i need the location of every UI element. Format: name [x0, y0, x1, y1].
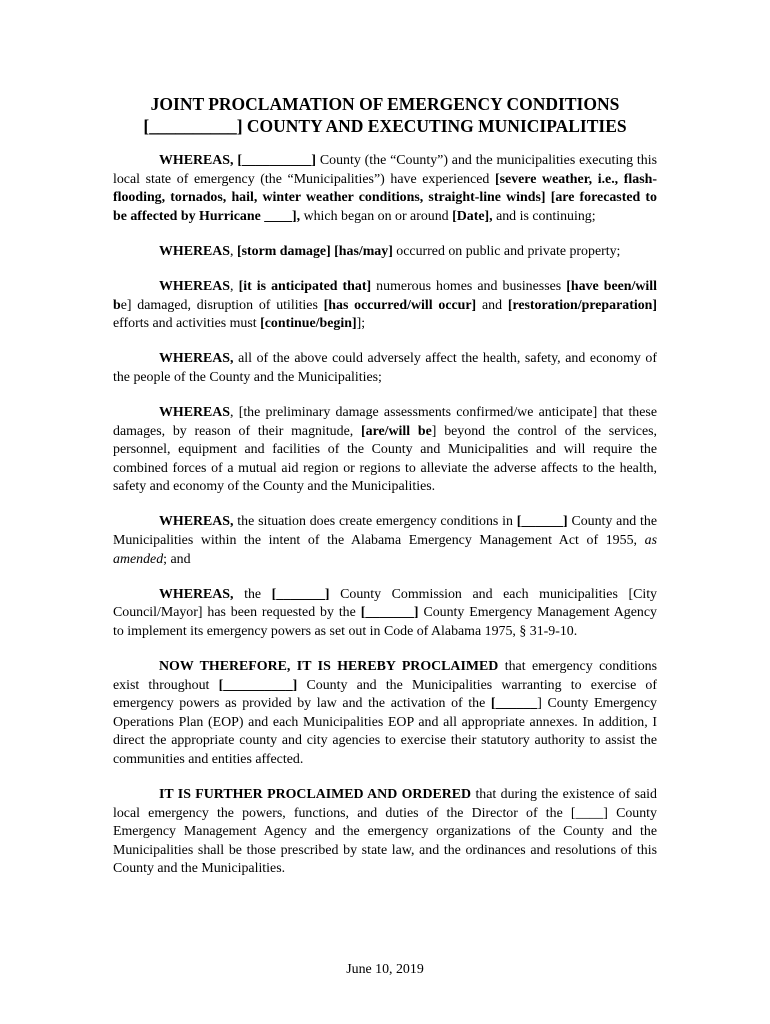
text-run: [Date],: [452, 208, 493, 224]
text-run: ] County Emergency Operations Plan (EOP) and each Municipalities EOP and all appropriate annexes. In addition, I direct the appropriate county and city agencies to exercise their statutory authority to assist the communities and entities affected.: [113, 696, 657, 767]
paragraph-whereas-weather: [113, 152, 657, 226]
text-run: which began on or around: [300, 208, 453, 224]
text-run: County (the “County”) and the municipalities executing this local state of emergency (the “Municipalities”) have experienced: [113, 153, 657, 187]
text-run: [continue/begin]: [260, 316, 357, 332]
text-run: WHEREAS,: [159, 586, 234, 602]
text-run: , [the preliminary damage assessments confirmed/we anticipate] that these damages, by reason of their magnitude,: [113, 404, 657, 439]
text-run: [are/will be: [361, 423, 432, 439]
paragraph-now-therefore: [113, 658, 657, 770]
text-run: ,: [230, 278, 239, 294]
text-run: WHEREAS: [159, 404, 231, 420]
text-run: County and the Municipalities warranting to exercise of emergency powers as provided by law and the activation of the: [113, 677, 657, 712]
text-run: [restoration/preparation]: [507, 297, 657, 313]
title-line-2: [__________] COUNTY AND EXECUTING MUNICIPALITIES: [143, 116, 627, 136]
text-run: [have been/will b: [113, 278, 657, 313]
text-run: e] damaged, disruption of utilities: [120, 297, 324, 313]
paragraph-whereas-conditions: [113, 513, 657, 569]
text-run: that during the existence of said local emergency the powers, functions, and duties of the Director of the [____] County Emergency Management Agency and the emergency organizations of the County and the Municipalities shall be those prescribed by state law, and the ordinances and resolutions of this County and the Municipalities.: [113, 787, 657, 877]
text-run: [_______]: [360, 605, 419, 621]
text-run: and is continuing;: [492, 208, 596, 224]
document-title: [0, 93, 770, 137]
text-run: IT IS FURTHER PROCLAIMED AND ORDERED: [159, 787, 472, 803]
text-run: ,: [230, 243, 237, 259]
text-run: NOW THEREFORE, IT IS HEREBY PROCLAIMED: [159, 658, 499, 674]
text-run: efforts and activities must: [113, 316, 261, 332]
text-run: [______: [490, 696, 538, 712]
text-run: WHEREAS,: [159, 514, 234, 530]
paragraph-whereas-homes: [113, 278, 657, 334]
text-run: as amended: [113, 533, 657, 567]
proclamation-body: [113, 152, 657, 896]
text-run: County Commission and each municipalities [City Council/Mayor] has been requested by the: [113, 586, 658, 621]
text-run: [severe weather, i.e., flash-flooding, tornados, hail, winter weather conditions, straight-line winds] [are forecasted to be affected by Hurricane ____],: [113, 171, 657, 224]
text-run: ; and: [163, 551, 191, 567]
text-run: that emergency conditions exist throughout: [113, 658, 657, 693]
text-run: all of the above could adversely affect the health, safety, and economy of the people of the County and the Municipalities;: [113, 351, 657, 385]
text-run: [__________]: [218, 677, 298, 693]
text-run: [_______]: [271, 586, 330, 602]
text-run: occurred on public and private property;: [392, 243, 621, 259]
paragraph-further-proclaimed: [113, 786, 657, 879]
text-run: County Emergency Management Agency to implement its emergency powers as set out in Code of Alabama 1975, § 31-9-10.: [113, 605, 657, 639]
text-run: the: [233, 586, 272, 602]
text-run: [storm damage] [has/may]: [236, 243, 393, 259]
text-run: WHEREAS,: [159, 351, 234, 367]
paragraph-whereas-commission: [113, 586, 657, 642]
text-run: WHEREAS: [159, 243, 231, 259]
paragraph-whereas-assessments: [113, 404, 657, 497]
text-run: [it is anticipated that]: [238, 278, 372, 294]
text-run: and: [476, 297, 508, 313]
text-run: [______]: [516, 514, 568, 530]
text-run: ] beyond the control of the services, personnel, equipment and facilities of the County and Municipalities and will require the combined forces of a mutual aid region or regions to alleviate the adverse affects to the health, safety and economy of the County and the Municipalities.: [113, 423, 658, 495]
title-line-1: JOINT PROCLAMATION OF EMERGENCY CONDITIONS: [150, 94, 620, 114]
text-run: WHEREAS, [__________]: [159, 153, 317, 168]
paragraph-whereas-damage: [113, 243, 657, 262]
text-run: ];: [356, 316, 366, 332]
text-run: the situation does create emergency conditions in: [233, 514, 517, 530]
text-run: [has occurred/will occur]: [323, 297, 477, 313]
footer-date: June 10, 2019: [346, 962, 424, 977]
text-run: County and the Municipalities within the intent of the Alabama Emergency Management Act of 1955,: [113, 514, 657, 548]
paragraph-whereas-health: [113, 350, 657, 387]
text-run: WHEREAS: [159, 278, 231, 294]
text-run: numerous homes and businesses: [371, 278, 567, 294]
